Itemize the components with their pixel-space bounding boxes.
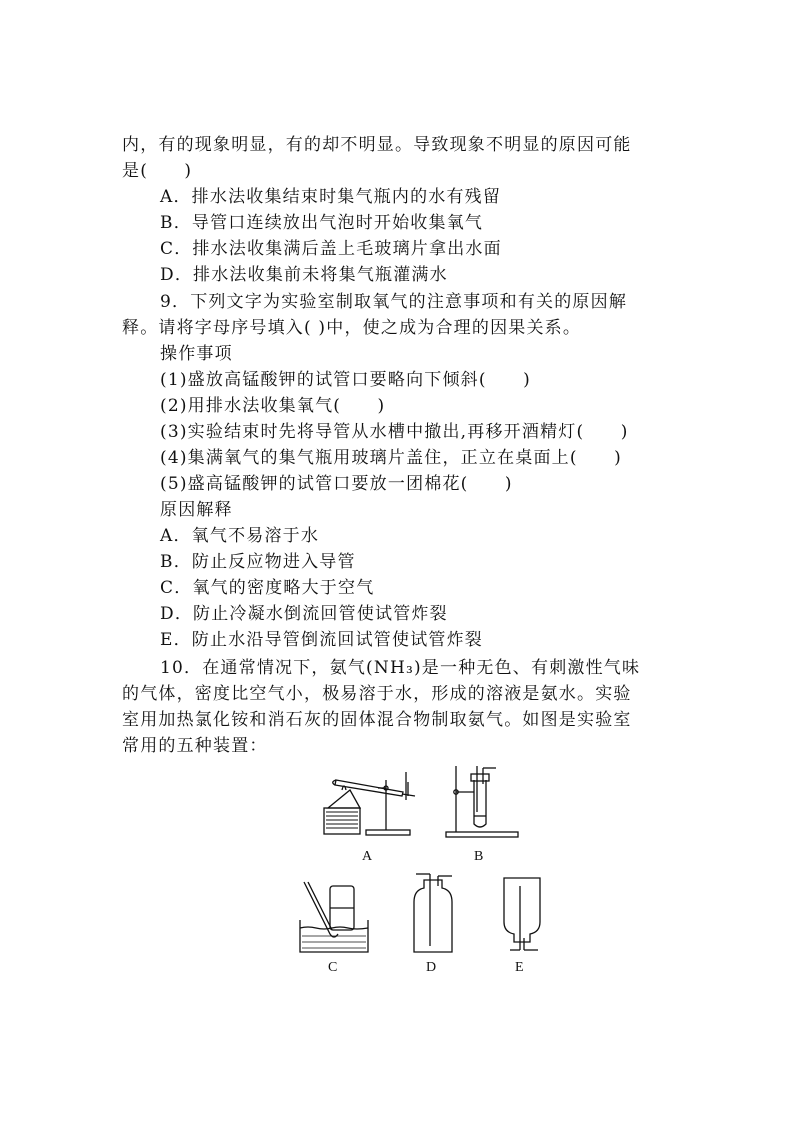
q8-option-b: B．导管口连续放出气泡时开始收集氧气: [160, 213, 484, 233]
label-a: A: [362, 849, 373, 864]
q9-op-1: (1)盛放高锰酸钾的试管口要略向下倾斜( ): [160, 370, 531, 390]
stand-base: [366, 830, 410, 835]
q9-op-3: (3)实验结束时先将导管从水槽中撤出,再移开酒精灯( ): [160, 422, 629, 442]
q8-option-d: D．排水法收集前未将集气瓶灌满水: [160, 265, 448, 285]
q9-reason-a: A．氧气不易溶于水: [160, 526, 320, 546]
q10-line-3: 室用加热氯化铵和消石灰的固体混合物制取氨气。如图是实验室: [122, 710, 632, 730]
q9-op-2: (2)用排水法收集氧气( ): [160, 396, 386, 416]
label-b: B: [474, 849, 484, 864]
q8-stem-line-2: 是( ): [122, 161, 193, 181]
q9-stem-line-1: 9．下列文字为实验室制取氧气的注意事项和有关的原因解: [160, 292, 628, 312]
q8-option-c: C．排水法收集满后盖上毛玻璃片拿出水面: [160, 239, 502, 259]
apparatus-a-drawing: [318, 760, 418, 840]
apparatus-e-drawing: [498, 872, 546, 956]
q9-ops-title: 操作事项: [160, 344, 233, 364]
q9-op-5: (5)盛高锰酸钾的试管口要放一团棉花( ): [160, 474, 513, 494]
q9-reason-d: D．防止冷凝水倒流回管使试管炸裂: [160, 604, 448, 624]
apparatus-d-drawing: [408, 872, 458, 956]
q9-reason-c: C．氧气的密度略大于空气: [160, 578, 375, 598]
q10-line-1: 10．在通常情况下，氨气(NH₃)是一种无色、有刺激性气味: [160, 658, 641, 678]
q9-reason-b: B．防止反应物进入导管: [160, 552, 356, 572]
q9-op-4: (4)集满氧气的集气瓶用玻璃片盖住，正立在桌面上( ): [160, 448, 622, 468]
q10-line-2: 的气体，密度比空气小，极易溶于水，形成的溶液是氨水。实验: [122, 684, 632, 704]
label-d: D: [426, 960, 437, 975]
label-e: E: [515, 960, 524, 975]
q8-option-a: A．排水法收集结束时集气瓶内的水有残留: [160, 187, 502, 207]
q10-line-4: 常用的五种装置：: [122, 736, 268, 756]
q9-reason-e: E．防止水沿导管倒流回试管使试管炸裂: [160, 630, 484, 650]
q8-stem-line-1: 内，有的现象明显，有的却不明显。导致现象不明显的原因可能: [122, 135, 632, 155]
label-c: C: [328, 960, 338, 975]
q9-reasons-title: 原因解释: [160, 500, 233, 520]
q9-stem-line-2: 释。请将字母序号填入( )中，使之成为合理的因果关系。: [122, 318, 582, 338]
apparatus-c-drawing: [294, 878, 374, 958]
apparatus-b-drawing: [440, 762, 522, 842]
